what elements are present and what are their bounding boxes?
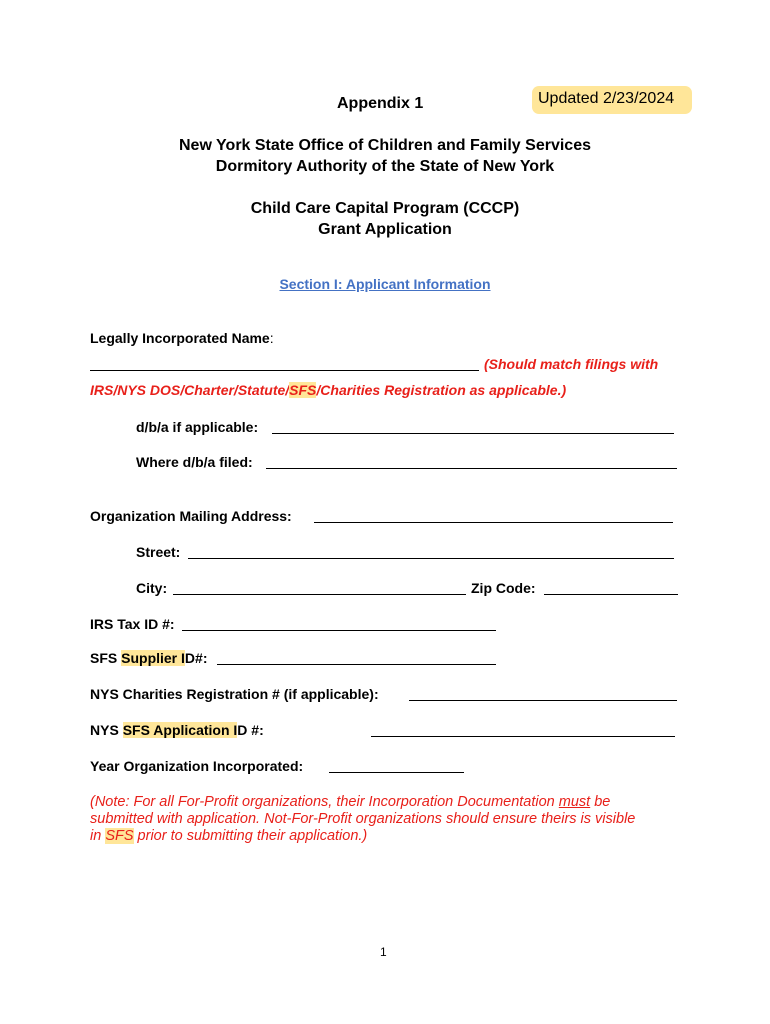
program-line-1: Child Care Capital Program (CCCP) [250,200,520,217]
city-field[interactable] [173,594,466,595]
section-heading [0,276,770,294]
street-field[interactable] [188,558,674,559]
legal-name-field[interactable] [90,370,479,371]
street-label: Street: [136,544,181,560]
appendix-title: Appendix 1 [337,95,424,112]
mailing-address-label: Organization Mailing Address: [90,508,292,524]
mailing-address-field[interactable] [314,522,673,523]
charities-registration-label: NYS Charities Registration # (if applicable): [90,686,379,702]
year-incorporated-label: Year Organization Incorporated: [90,758,304,774]
updated-date: Updated 2/23/2024 [538,90,675,107]
dba-label: d/b/a if applicable: [136,419,259,435]
tax-id-field[interactable] [182,630,496,631]
zip-code-field[interactable] [544,594,678,595]
program-line-2: Grant Application [318,221,452,238]
zip-code-label: Zip Code: [471,580,536,596]
agency-line-2: Dormitory Authority of the State of New York [215,158,555,175]
note-line-2: submitted with application. Not-For-Profit organizations should ensure theirs is visible [90,811,636,827]
charities-registration-field[interactable] [409,700,677,701]
sfs-application-id-label: NYS SFS Application ID #: [90,722,264,738]
section-title: Section I: Applicant Information [279,276,491,292]
legal-name-label: Legally Incorporated Name: [90,330,274,346]
legal-name-note-1: (Should match filings with [484,356,659,372]
tax-id-label: IRS Tax ID #: [90,616,175,632]
note-line-1: (Note: For all For-Profit organizations, their Incorporation Documentation must be [90,794,611,810]
sfs-application-id-field[interactable] [371,736,675,737]
dba-filed-field[interactable] [266,468,677,469]
page-number: 1 [380,945,387,959]
year-incorporated-field[interactable] [329,772,464,773]
agency-line-1: New York State Office of Children and Family Services [179,137,591,154]
sfs-supplier-id-field[interactable] [217,664,496,665]
note-line-3: in SFS prior to submitting their application.) [90,828,368,844]
dba-filed-label: Where d/b/a filed: [136,454,253,470]
dba-field[interactable] [272,433,674,434]
legal-name-note-2: IRS/NYS DOS/Charter/Statute/SFS/Charities Registration as applicable.) [90,382,567,398]
city-label: City: [136,580,168,596]
sfs-supplier-id-label: SFS Supplier ID#: [90,650,208,666]
